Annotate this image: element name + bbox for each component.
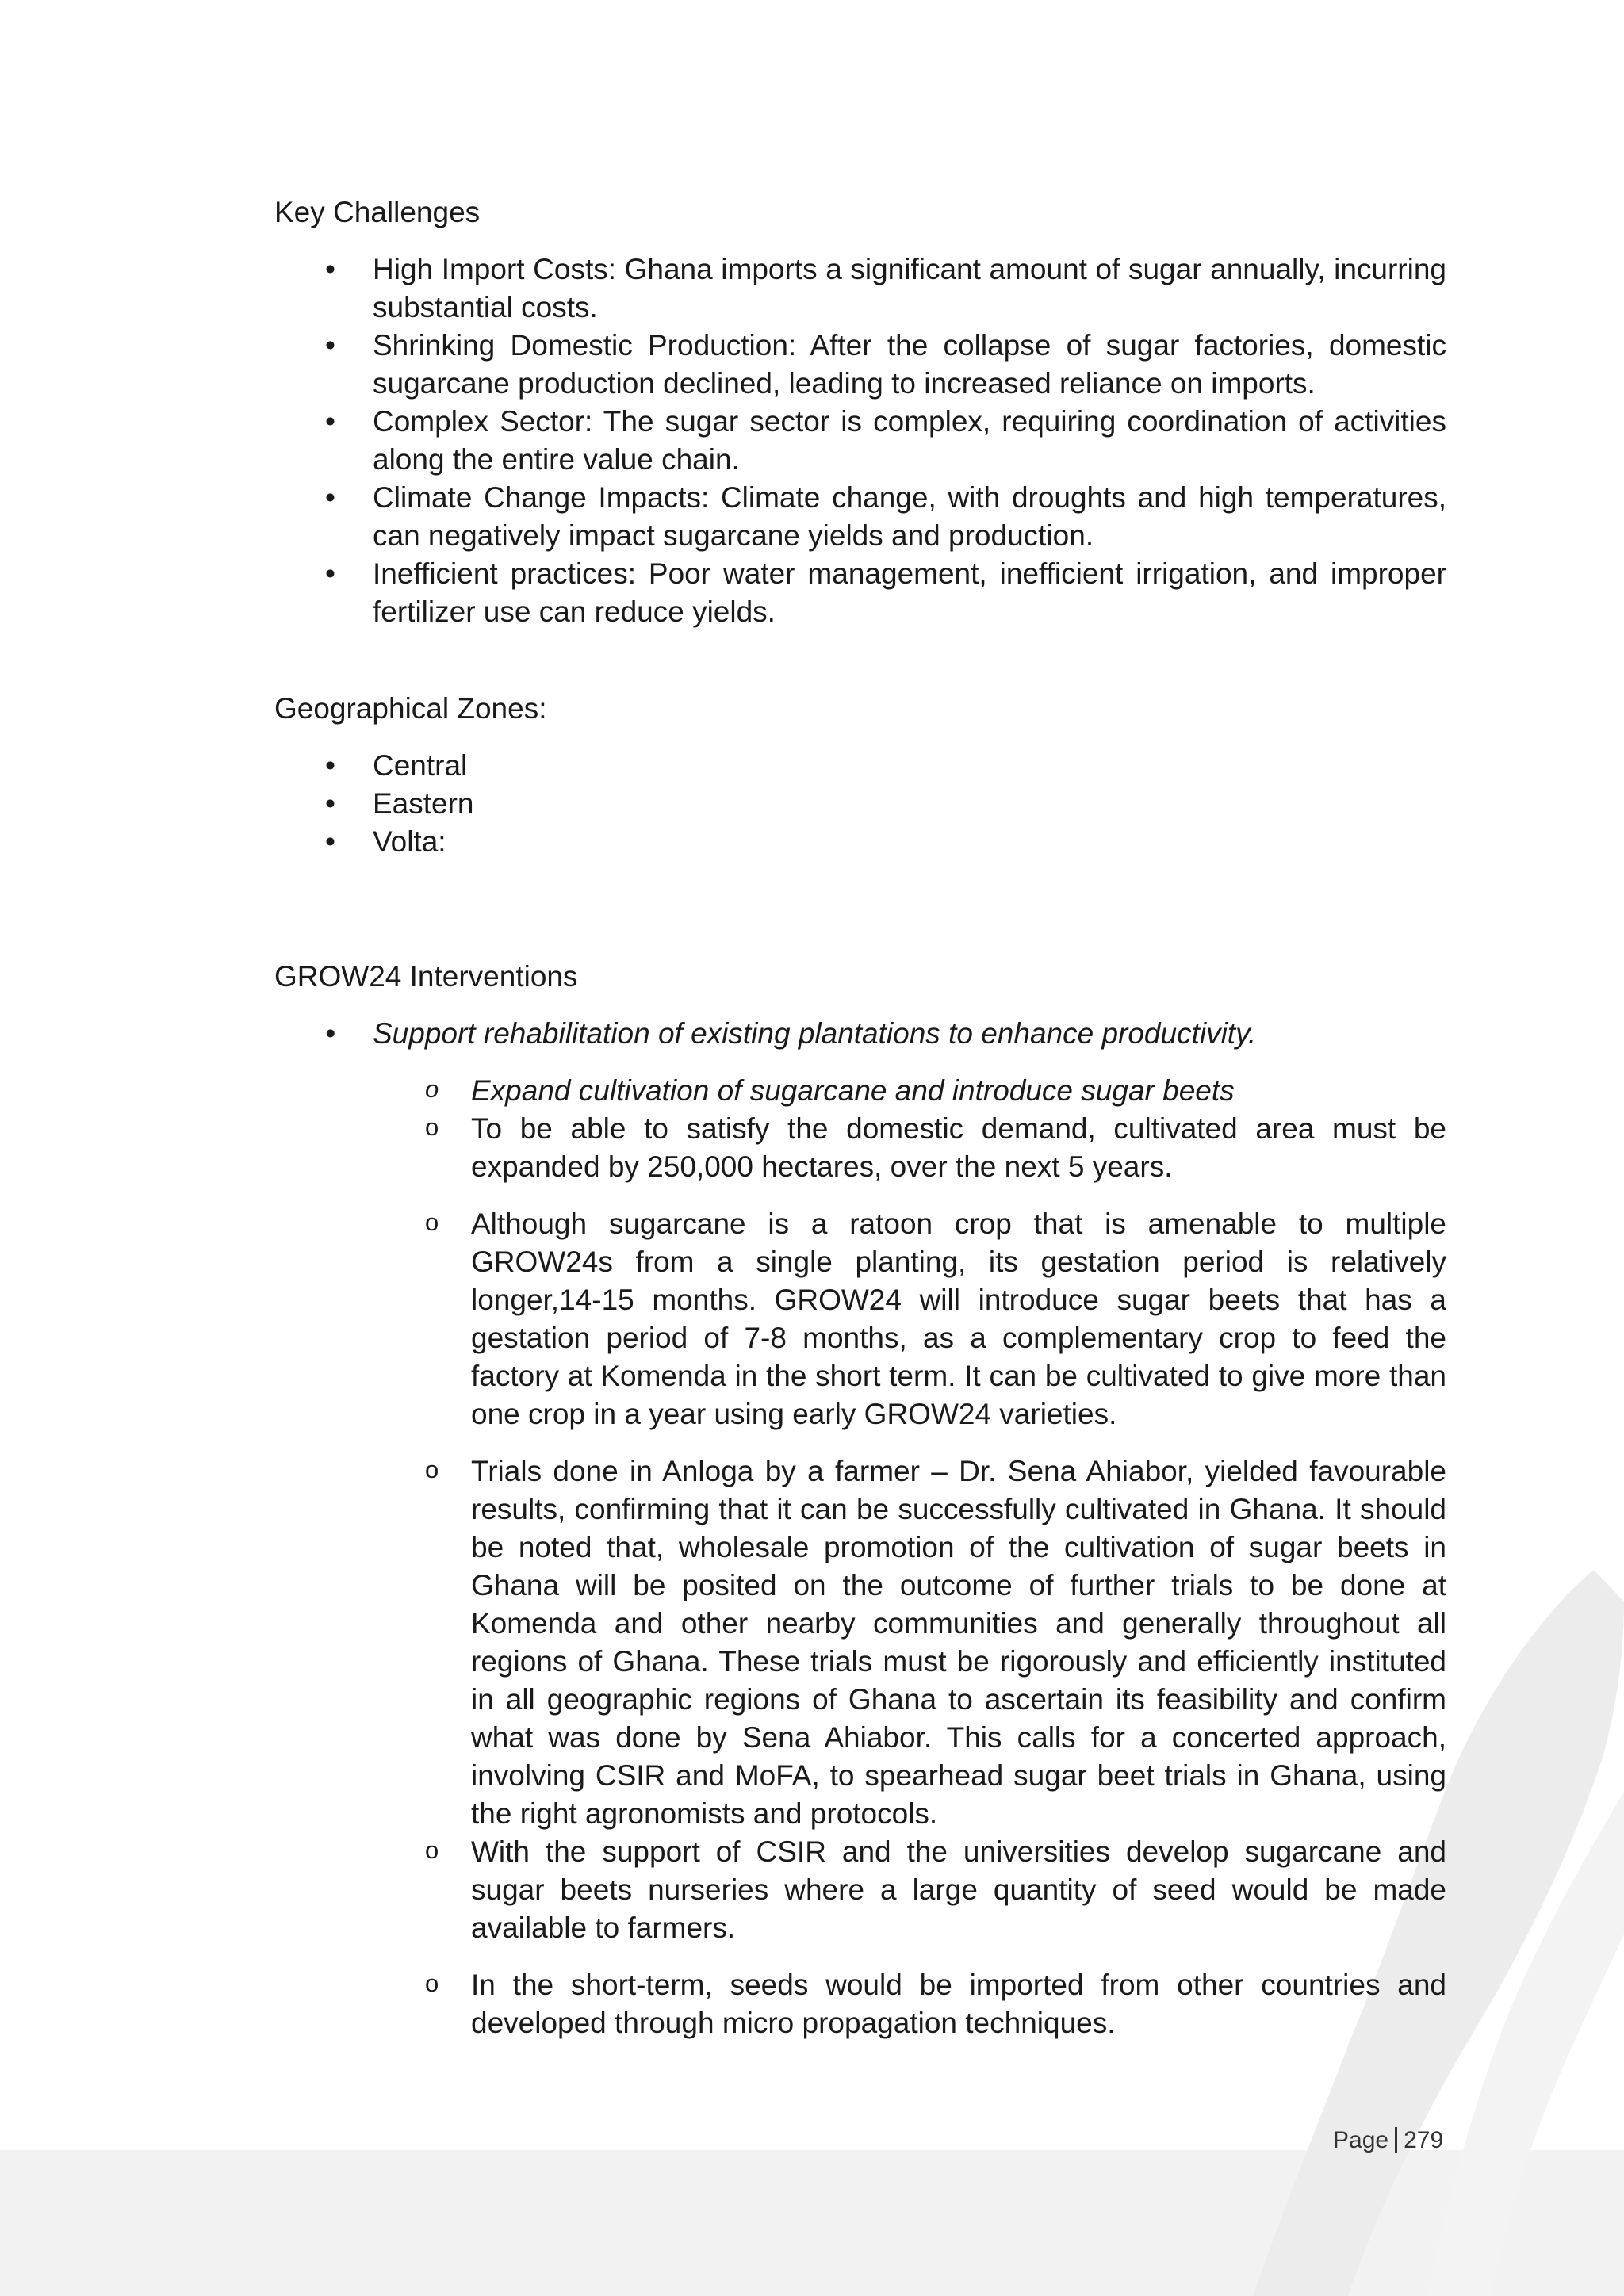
page-number: 279 [1404,2127,1444,2153]
key-challenges-list [274,251,1446,631]
page-footer [1333,2127,1443,2154]
list-item: • Climate Change Impacts: Climate change, with droughts and high temperatures, can negatively impact sugarcane yields and production. [274,479,1446,555]
list-item: • Complex Sector: The sugar sector is complex, requiring coordination of activities along the entire value chain. [274,403,1446,479]
sub-list-item: o To be able to satisfy the domestic demand, cultivated area must be expanded by 250,000 hectares, over the next 5 years. [373,1110,1446,1186]
sub-list-item: o Although sugarcane is a ratoon crop that is amenable to multiple GROW24s from a single planting, its gestation period is relatively longer,14-15 months. GROW24 will introduce sugar beets that has a gestation period of 7-8 months, as a complementary crop to feed the factory at Komenda in the short term. It can be cultivated to give more than one crop in a year using early GROW24 varieties. [373,1205,1446,1433]
sub-list-item: o Trials done in Anloga by a farmer – Dr. Sena Ahiabor, yielded favourable results, confirming that it can be successfully cultivated in Ghana. It should be noted that, wholesale promotion of the cultivation of sugar beets in Ghana will be posited on the outcome of further trials to be done at Komenda and other nearby communities and generally throughout all regions of Ghana. These trials must be rigorously and efficiently instituted in all geographic regions of Ghana to ascertain its feasibility and confirm what was done by Sena Ahiabor. This calls for a concerted approach, involving CSIR and MoFA, to spearhead sugar beet trials in Ghana, using the right agronomists and protocols. [373,1452,1446,1833]
interventions-list [274,1015,1446,1053]
sub-list-item: o In the short-term, seeds would be imported from other countries and developed through micro propagation techniques. [373,1966,1446,2042]
list-item: • High Import Costs: Ghana imports a significant amount of sugar annually, incurring substantial costs. [274,251,1446,327]
page-label: Page [1333,2127,1389,2153]
list-item: • Central [274,747,1446,785]
section-heading-key-challenges: Key Challenges [274,196,481,228]
document-body [274,193,1446,2042]
list-item: • Eastern [274,785,1446,823]
section-heading-interventions: GROW24 Interventions [274,960,578,993]
sub-list-item: o With the support of CSIR and the universities develop sugarcane and sugar beets nurseries where a large quantity of seed would be made available to farmers. [373,1833,1446,1947]
list-item: • Volta: [274,823,1446,861]
list-item: • Support rehabilitation of existing plantations to enhance productivity. [274,1015,1446,1053]
page-separator [1395,2127,1397,2153]
section-heading-geographical-zones: Geographical Zones: [274,692,547,725]
list-item: • Inefficient practices: Poor water management, inefficient irrigation, and improper fertilizer use can reduce yields. [274,555,1446,631]
list-item: • Shrinking Domestic Production: After the collapse of sugar factories, domestic sugarcane production declined, leading to increased reliance on imports. [274,327,1446,403]
interventions-sublist [373,1072,1446,2042]
zones-list [274,747,1446,861]
sub-list-item: o Expand cultivation of sugarcane and introduce sugar beets [373,1072,1446,1110]
